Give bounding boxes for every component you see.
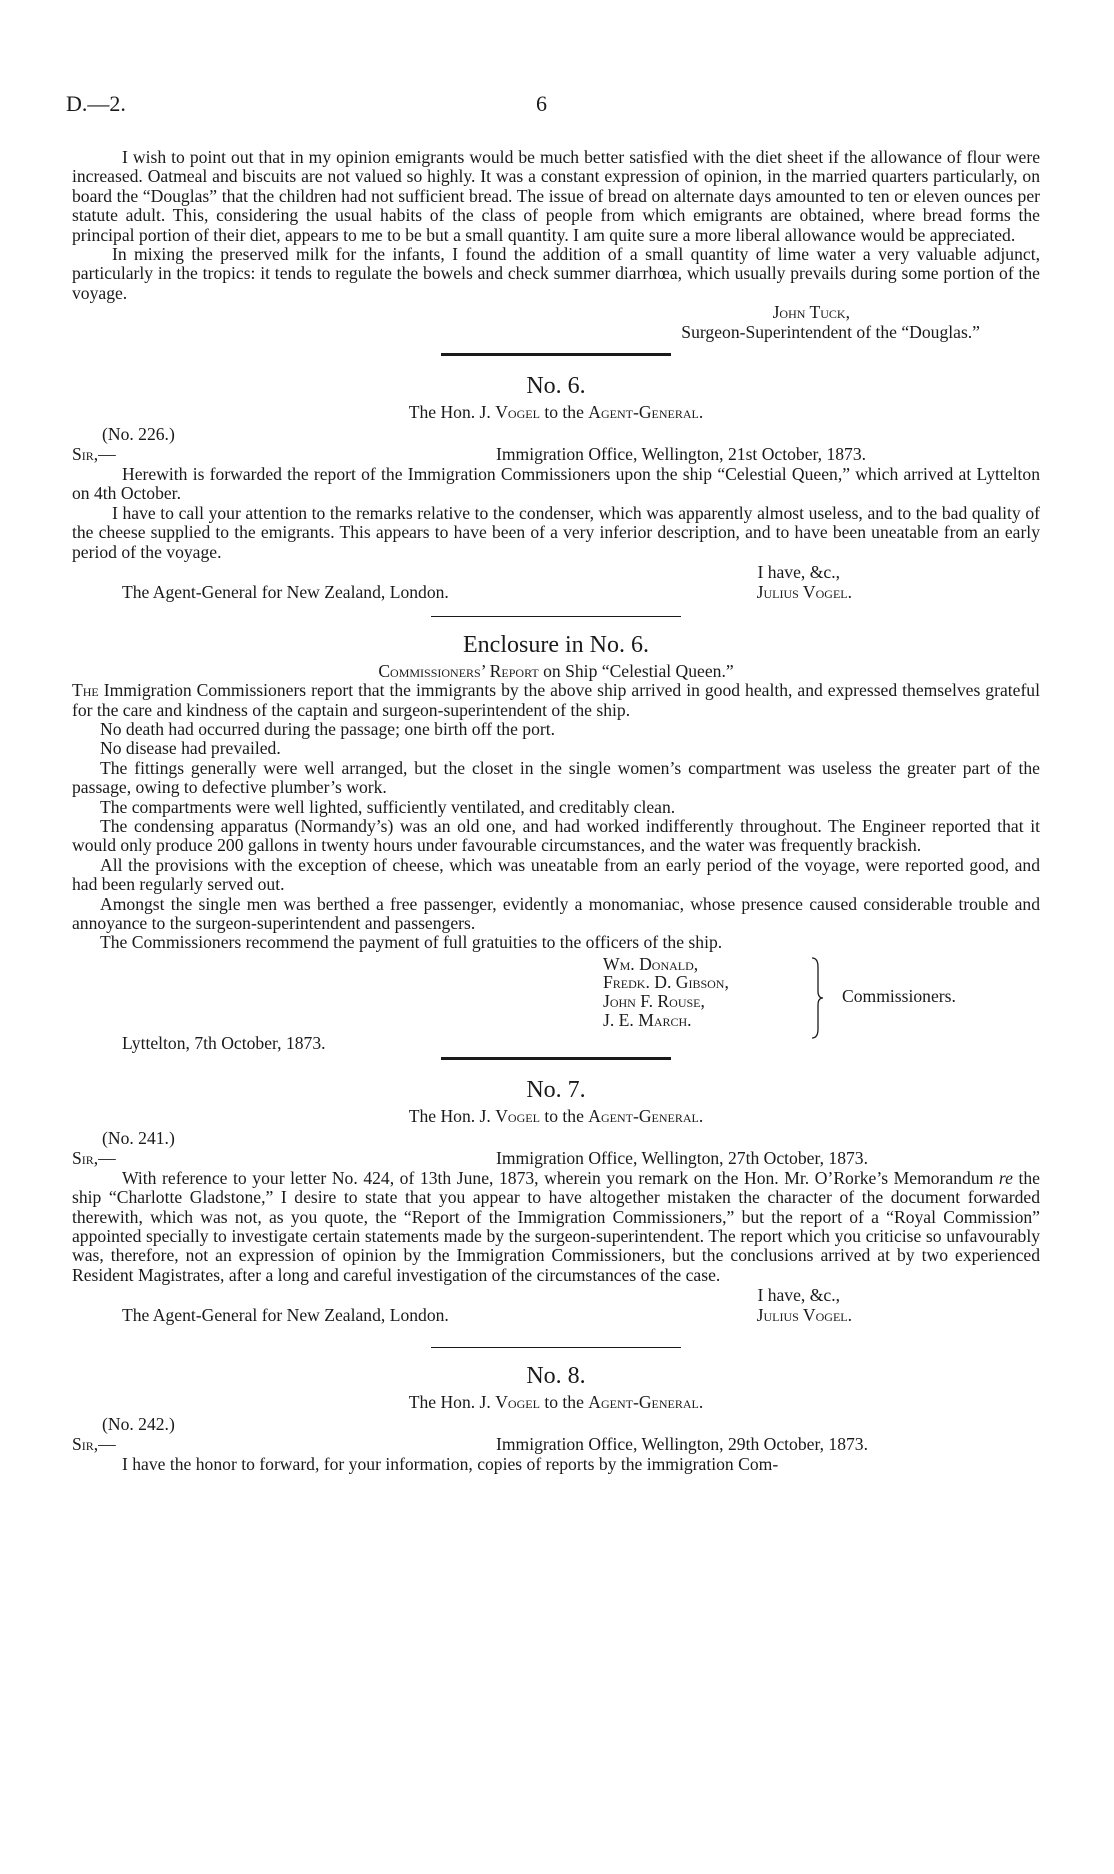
salutation: Sir,— <box>72 444 116 465</box>
paragraph-text: Immigration Commissioners report that the immigrants by the above ship arrived in good health, and expressed themselves grateful for the care and kindness of the captain and surgeon-superintendent of the ship. <box>72 680 1040 720</box>
letter-reference: (No. 241.) <box>102 1127 175 1148</box>
to-name: Agent-General. <box>588 402 704 423</box>
letter-from-to <box>72 1106 1040 1126</box>
address-date: Immigration Office, Wellington, 21st October, 1873. <box>496 444 867 465</box>
page-number: 6 <box>536 91 547 116</box>
section-divider <box>431 1347 681 1348</box>
enclosure-title: Enclosure in No. 6. <box>463 632 649 659</box>
lead-word: The <box>72 680 99 701</box>
paragraph: All the provisions with the exception of cheese, which was uneatable from an early period of the voyage, were reported good, and had been regularly served out. <box>72 854 1040 895</box>
paragraph: No death had occurred during the passage; one birth off the port. <box>100 718 556 739</box>
paragraph-text: the ship “Charlotte Gladstone,” I desire to state that you appear to have altogether mistaken the character of the document forwarded therewith, which was not, as you quote, the “Report of the Immigration Commissioners,” but the report of a “Royal Commission” appointed specially to investigate certain statements made by the surgeon-superintendent. The report which you criticise so unfavourably was, therefore, not an expression of opinion by the Immigration Commissioners, but the conclusions arrived at by two experienced Resident Magistrates, after a long and careful investigation of the circumstances of the case. <box>72 1167 1040 1285</box>
letter-closing <box>72 1285 1040 1329</box>
paragraph-text: With reference to your letter No. 424, of 13th June, 1873, wherein you remark on the Hon. Mr. O’Rorke’s Memorandum <box>122 1167 994 1188</box>
paragraph-italic: re <box>998 1167 1013 1188</box>
to-name: Agent-General. <box>588 1392 704 1413</box>
section-divider <box>441 353 671 356</box>
paragraph: In mixing the preserved milk for the infants, I found the addition of a small quantity of lime water a very valuable adjunct, particularly in the tropics: it tends to regulate the bowels and check summer diarrhœa, which usually prevails during some portion of the voyage. <box>72 244 1040 303</box>
document-body <box>72 148 1040 1475</box>
letter-reference: (No. 226.) <box>102 424 175 445</box>
from-name: Vogel <box>495 1105 540 1126</box>
recipient: The Agent-General for New Zealand, London. <box>122 1305 449 1326</box>
commissioners-label: Commissioners. <box>842 985 956 1006</box>
salutation-line <box>72 1148 1040 1169</box>
from-name: Vogel <box>495 1392 540 1413</box>
to-name: Agent-General. <box>588 1105 704 1126</box>
enclosure-subtitle <box>72 661 1040 681</box>
to-word: to the <box>544 1392 584 1413</box>
signatory: J. E. March. <box>603 1009 692 1030</box>
letter-reference: (No. 242.) <box>102 1414 175 1435</box>
salutation: Sir,— <box>72 1434 116 1455</box>
letter-from-to <box>72 402 1040 422</box>
paragraph: The condensing apparatus (Normandy’s) was an old one, and had worked indifferently throughout. The Engineer reported that it would only produce 200 gallons in twenty hours under favourable circumstances, and the water was frequently brackish. <box>72 815 1040 856</box>
document-code: D.—2. <box>66 91 126 116</box>
signature: Julius Vogel. <box>756 582 852 603</box>
closing-phrase: I have, &c., <box>757 1285 840 1306</box>
signatory: Fredk. D. Gibson, <box>603 972 729 993</box>
paragraph <box>72 681 1040 720</box>
salutation-line <box>72 444 1040 465</box>
letter-no-6 <box>72 372 1040 604</box>
paragraph: I have to call your attention to the remarks relative to the condenser, which was apparently almost useless, and to the bad quality of the cheese supplied to the emigrants. This appears to have been of a very inferior description, and to have been uneatable from an early period of the voyage. <box>72 502 1040 562</box>
paragraph: I have the honor to forward, for your information, copies of reports by the immigration Com- <box>122 1454 779 1475</box>
paragraph: I wish to point out that in my opinion emigrants would be much better satisfied with the diet sheet if the allowance of flour were increased. Oatmeal and biscuits are not valued so highly. It was a constant expression of opinion, in the married quarters particularly, on board the “Douglas” that the children had not sufficient bread. The issue of bread on alternate days amounted to ten or eleven ounces per statute adult. This, considering the usual habits of the class of people from which emigrants are obtained, where bread forms the principal portion of their diet, appears to me to be but a small quantity. I am quite sure a more liberal allowance would be appreciated. <box>72 147 1040 245</box>
letter-no-7 <box>72 1076 1040 1329</box>
section-divider <box>441 1057 671 1060</box>
from-prefix: The Hon. J. <box>408 1105 491 1126</box>
paragraph: Herewith is forwarded the report of the Immigration Commissioners upon the ship “Celestial Queen,” which arrived at Lyttelton on 4th October. <box>72 464 1040 504</box>
paragraph: Amongst the single men was berthed a free passenger, evidently a monomaniac, whose presence caused considerable trouble and annoyance to the surgeon-superintendent and passengers. <box>72 893 1040 933</box>
signature-title: Surgeon-Superintendent of the “Douglas.” <box>681 321 980 342</box>
address-date: Immigration Office, Wellington, 29th October, 1873. <box>496 1434 869 1455</box>
commissioners-signatures <box>72 955 1040 1053</box>
salutation-line <box>72 1434 1040 1455</box>
recipient: The Agent-General for New Zealand, London. <box>122 582 449 603</box>
signature-name: John Tuck, <box>772 302 850 323</box>
to-word: to the <box>544 1105 584 1126</box>
signature: Julius Vogel. <box>756 1305 852 1326</box>
signatory: John F. Rouse, <box>603 990 705 1011</box>
letter-closing <box>72 562 1040 604</box>
page-header <box>66 91 1046 123</box>
letter-5-continuation <box>72 148 1040 342</box>
address-date: Immigration Office, Wellington, 27th October, 1873. <box>496 1147 869 1168</box>
letter-from-to <box>72 1392 1040 1412</box>
paragraph: No disease had prevailed. <box>100 738 281 759</box>
place-date: Lyttelton, 7th October, 1873. <box>122 1032 326 1053</box>
closing-phrase: I have, &c., <box>757 562 840 583</box>
letter-title: No. 8. <box>526 1363 586 1390</box>
section-divider <box>431 616 681 617</box>
from-prefix: The Hon. J. <box>408 1392 491 1413</box>
from-prefix: The Hon. J. <box>408 402 491 423</box>
signatory-list <box>603 955 729 1029</box>
from-name: Vogel <box>495 402 540 423</box>
salutation: Sir,— <box>72 1147 116 1168</box>
subtitle-caps: Commissioners’ Report <box>378 661 539 682</box>
paragraph: The compartments were well lighted, sufficiently ventilated, and creditably clean. <box>100 796 676 817</box>
enclosure-no-6 <box>72 631 1040 1053</box>
brace-icon <box>810 957 824 1039</box>
paragraph: The fittings generally were well arranged, but the closet in the single women’s compartment was useless the greater part of the passage, owing to defective plumber’s work. <box>72 757 1040 798</box>
subtitle-rest: on Ship “Celestial Queen.” <box>543 661 734 682</box>
to-word: to the <box>544 402 584 423</box>
paragraph <box>72 1169 1040 1285</box>
letter-title: No. 6. <box>526 373 586 400</box>
paragraph: The Commissioners recommend the payment of full gratuities to the officers of the ship. <box>100 932 723 953</box>
letter-no-8 <box>72 1362 1040 1474</box>
letter-title: No. 7. <box>526 1076 586 1103</box>
signatory: Wm. Donald, <box>603 953 699 974</box>
